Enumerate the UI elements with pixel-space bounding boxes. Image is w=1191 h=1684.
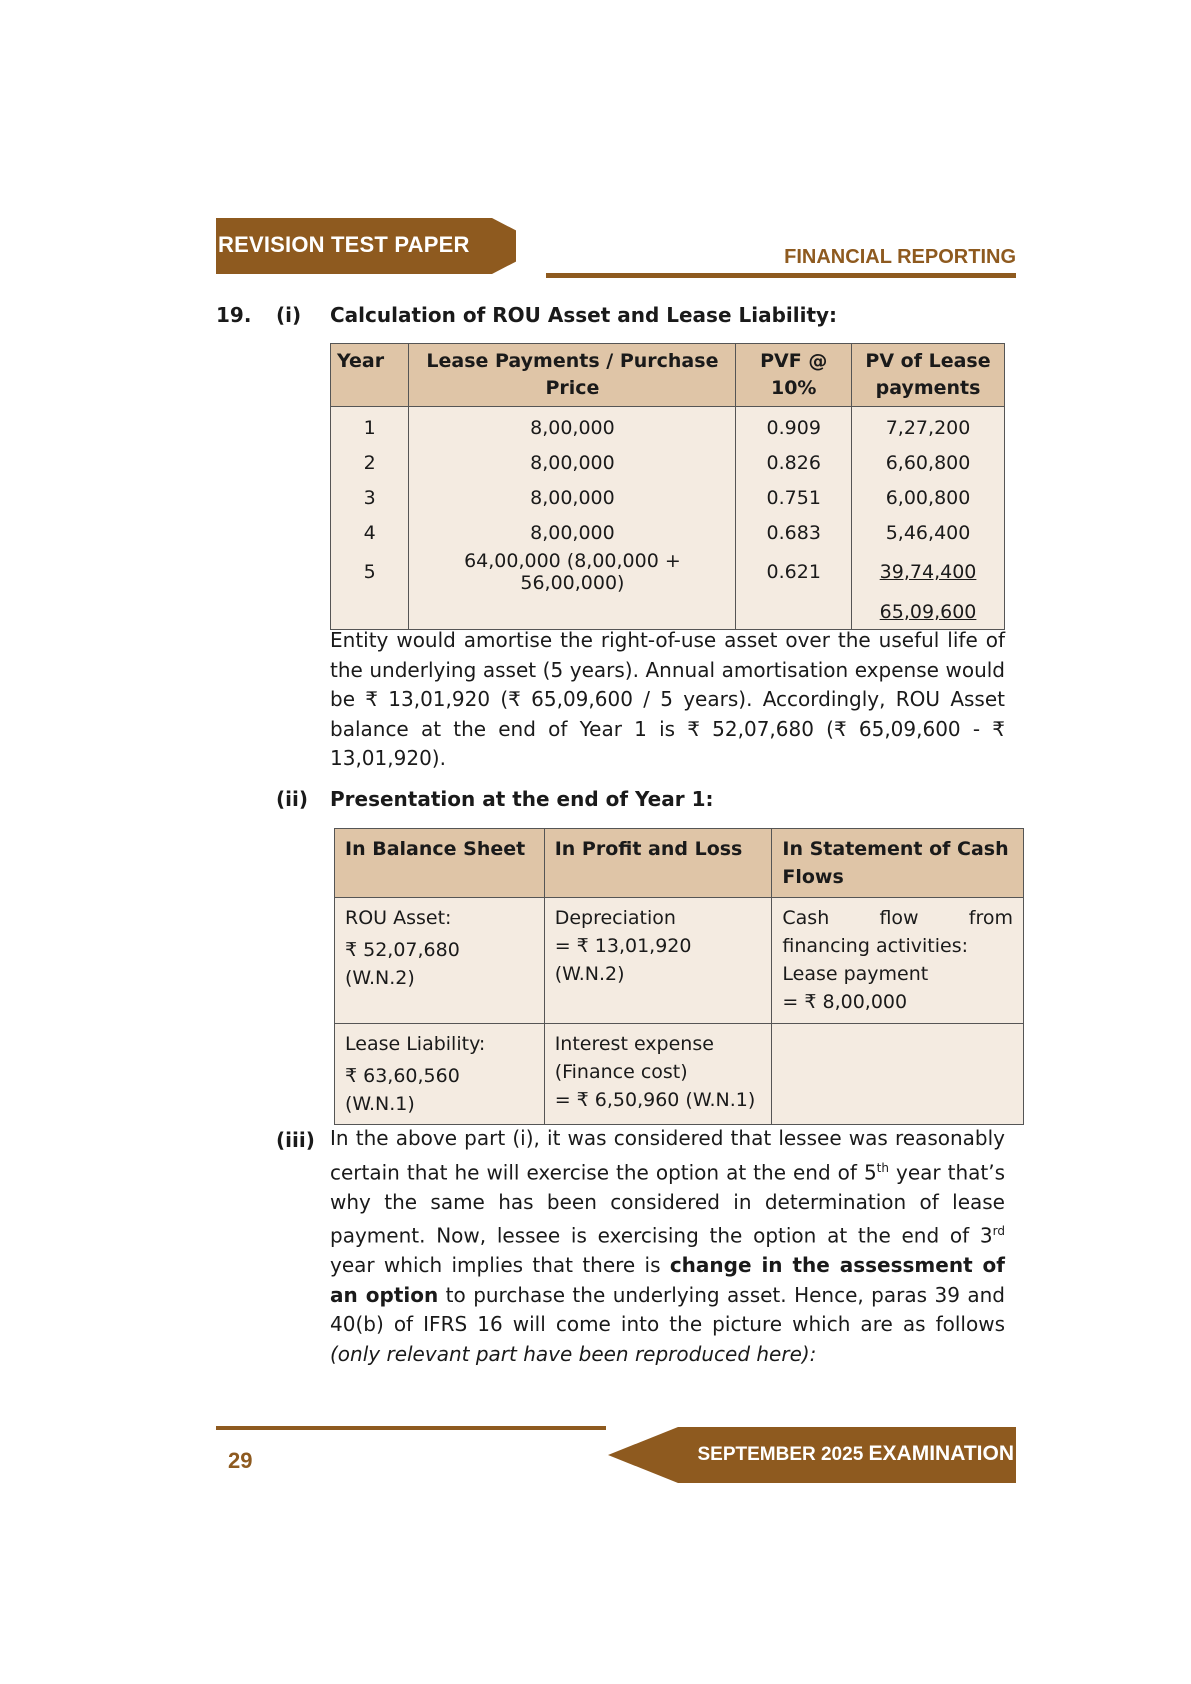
table-cell-year: 2	[331, 445, 409, 480]
lease-liability-value: ₹ 63,60,560 (W.N.1)	[345, 1065, 460, 1115]
table-cell-pv: 6,00,800	[852, 480, 1005, 515]
part-iii-paragraph	[330, 1124, 1005, 1369]
finance-cost-label: (Finance cost)	[554, 1061, 688, 1083]
rou-asset-value: ₹ 52,07,680 (W.N.2)	[345, 939, 460, 989]
page-number: 29	[228, 1448, 253, 1473]
table-cell-pvf: 0.683	[736, 515, 852, 550]
table-cell-empty	[409, 594, 736, 630]
page-footer	[216, 1418, 1016, 1488]
table-cell-pvf: 0.826	[736, 445, 852, 480]
part-i-title: Calculation of ROU Asset and Lease Liability:	[330, 303, 838, 327]
table-cell-pv: 39,74,400	[852, 550, 1005, 594]
table-cell-payment: 8,00,000	[409, 515, 736, 550]
table-row	[331, 515, 1005, 550]
presentation-table	[334, 828, 1024, 1125]
part-ii-label: (ii)	[276, 787, 308, 811]
table-row	[331, 480, 1005, 515]
table-cell-payment: 8,00,000	[409, 480, 736, 515]
footer-exam-text	[697, 1442, 1014, 1466]
part-iii-text: year which implies that there is	[330, 1253, 670, 1278]
part-i-label: (i)	[276, 303, 302, 327]
cash-flow-cell-empty	[772, 1024, 1024, 1125]
table-cell-year: 1	[331, 407, 409, 446]
column-header-profit-loss: In Profit and Loss	[544, 829, 772, 898]
lease-liability-label: Lease Liability:	[345, 1033, 486, 1055]
lease-payment-value: = ₹ 8,00,000	[782, 991, 908, 1013]
table-cell-year: 4	[331, 515, 409, 550]
part-iii-label: (iii)	[276, 1128, 315, 1152]
table-cell-year: 5	[331, 550, 409, 594]
table-row	[331, 550, 1005, 594]
interest-expense-value: = ₹ 6,50,960 (W.N.1)	[554, 1089, 756, 1111]
question-number: 19.	[216, 303, 252, 327]
table-cell-pvf: 0.909	[736, 407, 852, 446]
table-cell-payment: 8,00,000	[409, 445, 736, 480]
interest-expense-label: Interest expense	[554, 1033, 714, 1055]
profit-loss-cell	[544, 898, 772, 1024]
cash-flow-heading: Cash flow from financing activities:	[782, 907, 1013, 957]
header-rule	[546, 273, 1016, 278]
header-subject: FINANCIAL REPORTING	[784, 246, 1016, 268]
table-row	[331, 407, 1005, 446]
column-header-pvf: PVF @ 10%	[736, 344, 852, 407]
depreciation-label: Depreciation	[554, 907, 676, 929]
cash-flow-cell	[772, 898, 1024, 1024]
table-cell-pv: 5,46,400	[852, 515, 1005, 550]
table-cell-pvf: 0.621	[736, 550, 852, 594]
rou-calculation-table	[330, 343, 1005, 630]
table-cell-pv: 7,27,200	[852, 407, 1005, 446]
page-header	[216, 218, 1016, 278]
table-row	[335, 1024, 1024, 1125]
table-header-row	[335, 829, 1024, 898]
footer-rule	[216, 1426, 606, 1430]
table-cell-empty	[736, 594, 852, 630]
part-iii-note: (only relevant part have been reproduced here):	[330, 1341, 817, 1366]
column-header-pv: PV of Lease payments	[852, 344, 1005, 407]
table-row	[331, 445, 1005, 480]
table-cell-pvf: 0.751	[736, 480, 852, 515]
column-header-year: Year	[331, 344, 409, 407]
part-iii-text: to purchase the underlying asset. Hence, paras 39 and 40(b) of IFRS 16 will come into the picture which are as follows	[330, 1282, 1005, 1337]
part-i-paragraph: Entity would amortise the right-of-use asset over the useful life of the underlying asset (5 years). Annual amortisation expense would be ₹ 13,01,920 (₹ 65,09,600 / 5 years). Accordingly, ROU Asset balance at the end of Year 1 is ₹ 52,07,680 (₹ 65,09,600 - ₹ 13,01,920).	[330, 628, 1005, 770]
balance-sheet-cell	[335, 898, 545, 1024]
table-row	[335, 898, 1024, 1024]
table-cell-pv: 6,60,800	[852, 445, 1005, 480]
column-header-balance-sheet: In Balance Sheet	[335, 829, 545, 898]
table-header-row	[331, 344, 1005, 407]
part-iii-text: year that’s why the same has been considered in determination of lease payment. Now, lessee is exercising the option at the end of 3	[330, 1160, 1005, 1248]
table-cell-total: 65,09,600	[852, 594, 1005, 630]
part-ii-title: Presentation at the end of Year 1:	[330, 787, 714, 811]
column-header-lease-payments: Lease Payments / Purchase Price	[409, 344, 736, 407]
footer-exam-word: EXAMINATION	[868, 1442, 1014, 1465]
footer-exam-prefix: SEPTEMBER 2025	[697, 1444, 869, 1465]
ordinal-suffix: rd	[992, 1224, 1005, 1239]
lease-payment-label: Lease payment	[782, 963, 929, 985]
rou-asset-label: ROU Asset:	[345, 907, 452, 929]
table-cell-payment: 64,00,000 (8,00,000 + 56,00,000)	[409, 550, 736, 594]
column-header-cash-flows: In Statement of Cash Flows	[772, 829, 1024, 898]
table-cell-empty	[331, 594, 409, 630]
table-total-row	[331, 594, 1005, 630]
ordinal-suffix: th	[876, 1160, 889, 1175]
profit-loss-cell	[544, 1024, 772, 1125]
header-flag-text: REVISION TEST PAPER	[218, 232, 470, 257]
part-iii-text: In the above part (i), it was considered that lessee was reasonably certain that he will exercise the option at the end of 5	[330, 1126, 1005, 1185]
table-cell-payment: 8,00,000	[409, 407, 736, 446]
balance-sheet-cell	[335, 1024, 545, 1125]
table-cell-year: 3	[331, 480, 409, 515]
depreciation-value: = ₹ 13,01,920 (W.N.2)	[554, 935, 692, 985]
part-iii-emphasis: change in the assessment of an option	[330, 1253, 1005, 1307]
